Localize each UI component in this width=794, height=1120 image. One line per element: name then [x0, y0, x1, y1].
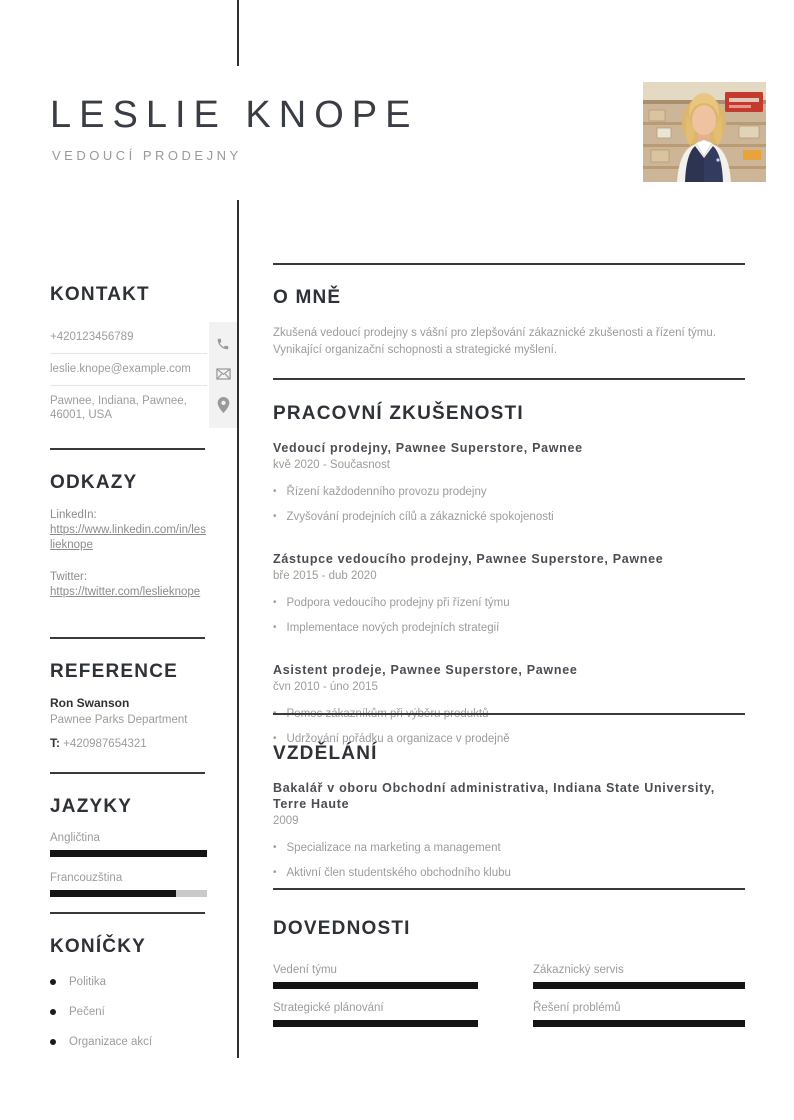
job-bullet [273, 616, 745, 641]
location-icon [217, 397, 230, 413]
language-name: Francouzština [50, 872, 123, 884]
phone-icon [216, 337, 230, 351]
experience-heading: PRACOVNÍ ZKUŠENOSTI [273, 403, 524, 424]
links-list [50, 508, 207, 617]
experience-list [273, 440, 745, 773]
hobbies-heading: KONÍČKY [50, 936, 147, 957]
languages-list [50, 832, 207, 912]
skill-bar-fill [533, 982, 745, 989]
bullet-dot-icon: • [273, 733, 277, 744]
contact-list [50, 322, 207, 431]
person-job-title: VEDOUCÍ PRODEJNY [52, 148, 242, 163]
reference-phone-number: +420987654321 [63, 738, 147, 750]
language-bar-fill [50, 850, 207, 857]
linkedin-link[interactable]: https://www.linkedin.com/in/leslieknope [50, 524, 206, 551]
language-item [50, 832, 207, 857]
contact-icon-strip [209, 322, 237, 428]
contact-phone: +420123456789 [50, 322, 207, 354]
skill-name: Vedení týmu [273, 964, 337, 976]
reference-phone-row [50, 736, 207, 750]
hobbies-list [50, 976, 207, 1066]
reference-organization: Pawnee Parks Department [50, 714, 188, 726]
mail-icon [216, 368, 231, 380]
linkedin-label: LinkedIn: [50, 509, 97, 521]
sidebar-divider-4 [50, 912, 205, 914]
links-heading: ODKAZY [50, 472, 138, 493]
link-item-linkedin [50, 508, 207, 553]
degree-dates: 2009 [273, 815, 299, 827]
job-entry [273, 551, 745, 641]
language-item [50, 872, 207, 897]
bullet-dot-icon [50, 1039, 56, 1045]
job-bullet-text: Podpora vedoucího prodejny při řízení týmu [286, 597, 510, 609]
job-dates: bře 2015 - dub 2020 [273, 570, 377, 582]
skill-item [273, 964, 478, 989]
bullet-dot-icon: • [273, 622, 277, 633]
reference-block [50, 696, 207, 750]
reference-heading: REFERENCE [50, 661, 178, 682]
twitter-label: Twitter: [50, 571, 88, 583]
job-title: Vedoucí prodejny, Pawnee Superstore, Pawnee [273, 441, 583, 455]
reference-phone-label: T: [50, 736, 60, 750]
job-title: Asistent prodeje, Pawnee Superstore, Pawnee [273, 663, 578, 677]
bullet-dot-icon: • [273, 511, 277, 522]
job-bullet [273, 480, 745, 505]
education-bullet-text: Specializace na marketing a management [286, 842, 501, 854]
job-bullet [273, 702, 745, 727]
hobby-item [50, 976, 207, 988]
bullet-dot-icon [50, 979, 56, 985]
person-name: LESLIE KNOPE [50, 94, 419, 136]
education-bullet [273, 836, 745, 861]
hobby-label: Politika [69, 976, 107, 988]
language-bar-track [50, 850, 207, 857]
sidebar-divider-3 [50, 772, 205, 774]
skill-bar-track [273, 982, 478, 989]
skill-name: Řešení problémů [533, 1002, 621, 1014]
hobby-item [50, 1006, 207, 1018]
job-bullet [273, 505, 745, 530]
skill-item [533, 1002, 745, 1027]
link-item-twitter [50, 570, 207, 600]
education-bullet-text: Aktivní člen studentského obchodního klubu [286, 867, 511, 879]
hobby-label: Pečení [69, 1006, 105, 1018]
profile-photo [643, 82, 766, 182]
job-bullet-text: Zvyšování prodejních cílů a zákaznické spokojenosti [286, 511, 554, 523]
skill-name: Zákaznický servis [533, 964, 624, 976]
job-entry [273, 440, 745, 530]
bullet-dot-icon: • [273, 597, 277, 608]
skill-item [533, 964, 745, 989]
twitter-link[interactable]: https://twitter.com/leslieknope [50, 586, 201, 598]
skill-bar-track [273, 1020, 478, 1027]
sidebar-divider-1 [50, 448, 205, 450]
skill-name: Strategické plánování [273, 1002, 384, 1014]
hobby-label: Organizace akcí [69, 1036, 153, 1048]
contact-heading: KONTAKT [50, 284, 150, 305]
skills-grid [273, 964, 745, 1027]
education-heading: VZDĚLÁNÍ [273, 743, 378, 764]
job-dates: čvn 2010 - úno 2015 [273, 681, 378, 693]
bullet-dot-icon [50, 1009, 56, 1015]
job-bullet [273, 591, 745, 616]
skill-bar-track [533, 982, 745, 989]
language-name: Angličtina [50, 832, 100, 844]
main-divider-3 [273, 888, 745, 890]
top-divider-line [237, 0, 239, 66]
skill-bar-fill [273, 982, 478, 989]
job-bullets [273, 591, 745, 641]
job-bullet-text: Řízení každodenního provozu prodejny [286, 486, 487, 498]
bullet-dot-icon: • [273, 867, 277, 878]
contact-email: leslie.knope@example.com [50, 354, 207, 386]
about-heading: O MNĚ [273, 287, 342, 308]
job-bullets [273, 480, 745, 530]
main-divider-2 [273, 713, 745, 715]
education-bullets [273, 836, 745, 886]
job-bullet-text: Udržování pořádku a organizace v prodejně [286, 733, 510, 745]
skill-bar-fill [533, 1020, 745, 1027]
education-block [273, 780, 745, 886]
main-divider-0 [273, 263, 745, 265]
job-title: Zástupce vedoucího prodejny, Pawnee Superstore, Pawnee [273, 552, 664, 566]
main-divider-1 [273, 378, 745, 380]
sidebar-divider-2 [50, 637, 205, 639]
skill-item [273, 1002, 478, 1027]
reference-name: Ron Swanson [50, 696, 130, 710]
language-bar-fill [50, 890, 176, 897]
skill-bar-fill [273, 1020, 478, 1027]
job-bullet-text: Implementace nových prodejních strategií [286, 622, 500, 634]
job-dates: kvě 2020 - Současnost [273, 459, 390, 471]
about-text: Zkušená vedoucí prodejny s vášní pro zlepšování zákaznické zkušenosti a řízení týmu. Vynikající organizační schopnosti a strategické myšlení. [273, 327, 716, 356]
bullet-dot-icon: • [273, 842, 277, 853]
skills-heading: DOVEDNOSTI [273, 918, 411, 939]
languages-heading: JAZYKY [50, 796, 133, 817]
skill-bar-track [533, 1020, 745, 1027]
bullet-dot-icon: • [273, 486, 277, 497]
language-bar-track [50, 890, 207, 897]
education-bullet [273, 861, 745, 886]
degree-title: Bakalář v oboru Obchodní administrativa, Indiana State University, Terre Haute [273, 781, 715, 811]
job-entry [273, 662, 745, 752]
column-divider-line [237, 200, 239, 1058]
hobby-item [50, 1036, 207, 1048]
profile-photo-illustration [643, 82, 766, 182]
contact-address: Pawnee, Indiana, Pawnee, 46001, USA [50, 395, 187, 421]
